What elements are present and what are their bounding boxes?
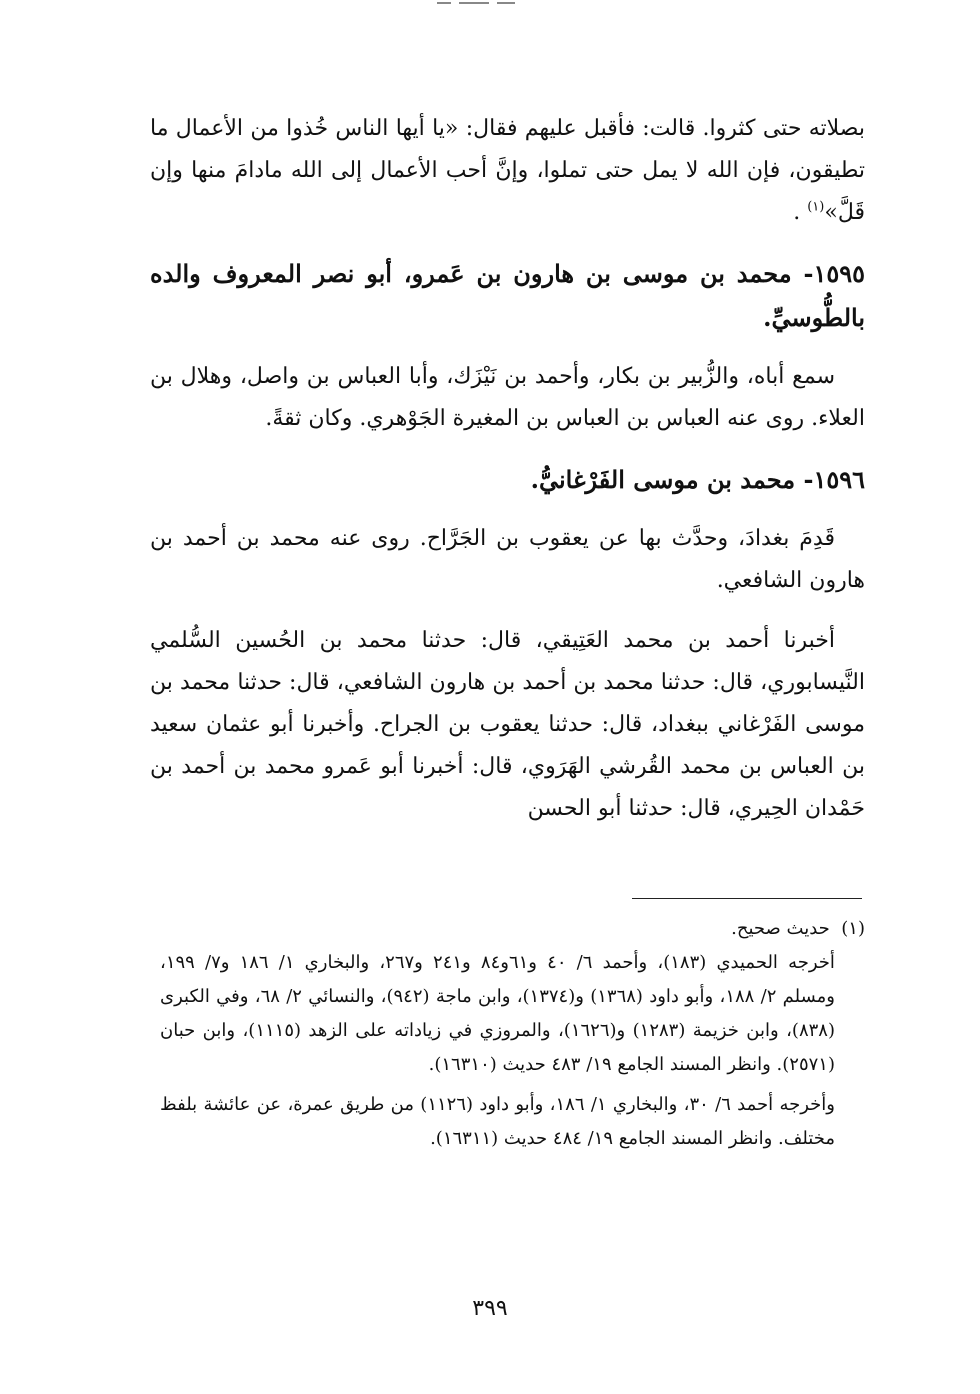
footnote-1-body-2: وأخرجه أحمد ٦/ ٣٠، والبخاري ١/ ١٨٦، وأبو داود (١١٢٦) من طريق عمرة، عن عائشة بلفظ مختلف. وانظر المسند الجامع ١٩/ ٤٨٤ حديث (١٦٣١١). <box>160 1094 835 1149</box>
entry-1595-heading <box>150 252 865 340</box>
top-scan-marks <box>385 2 515 8</box>
footnotes <box>160 912 865 1162</box>
entry-1596-body-1: قَدِمَ بغدادَ، وحدَّث بها عن يعقوب بن الجَرَّاح. روى عنه محمد بن أحمد بن هارون الشافعي. <box>150 526 865 593</box>
footnote-1-heading <box>160 912 865 946</box>
continuation-end: . <box>793 200 808 225</box>
entry-1595-number: ١٥٩٥- <box>803 259 866 288</box>
entry-1596-number: ١٥٩٦- <box>803 465 865 494</box>
footnote-1-body-1: أخرجه الحميدي (١٨٣)، وأحمد ٦/ ٤٠ و٦١و٨٤ و٢٤١ و٢٦٧، والبخاري ١/ ١٨٦ و٧/ ١٩٩، ومسلم ٢/ ١٨٨، وأبو داود (١٣٦٨) و(١٣٧٤)، وابن ماجة (٩٤٢)، والنسائي ٢/ ٦٨، وفي الكبرى (٨٣٨)، وابن خزيمة (١٢٨٣) و(١٦٢٦)، والمروزي في زياداته على الزهد (١١١٥)، وابن حبان (٢٥٧١). وانظر المسند الجامع ١٩/ ٤٨٣ حديث (١٦٣١٠). <box>160 952 835 1075</box>
footnote-1-label: (١) <box>841 918 865 939</box>
entry-1595-body: سمع أباه، والزُّبير بن بكار، وأحمد بن نَيْزَك، وأبا العباس بن واصل، وهلال بن العلاء. روى عنه العباس بن العباس بن المغيرة الجَوْهري. وكان ثقةً. <box>150 364 865 431</box>
continuation-paragraph <box>150 108 865 234</box>
entry-1596-heading <box>150 458 865 502</box>
main-text <box>150 108 865 848</box>
footnote-reference[interactable]: (١) <box>807 199 825 215</box>
entry-1596-body-2: أخبرنا أحمد بن محمد العَتِيقي، قال: حدثنا محمد بن الحُسين السُّلمي النَّيسابوري، قال: حدثنا محمد بن أحمد بن هارون الشافعي، قال: حدثنا محمد بن موسى الفَرْغاني ببغداد، قال: حدثنا يعقوب بن الجراح. وأخبرنا أبو عثمان سعيد بن العباس بن محمد القُرشي الهَرَوي، قال: أخبرنا أبو عَمرو محمد بن أحمد بن حَمْدان الحِيري، قال: حدثنا أبو الحسن <box>150 628 865 821</box>
entry-1595-title: محمد بن موسى بن هارون بن عَمرو، أبو نصر المعروف والده بالطُّوسيِّ. <box>150 259 865 332</box>
page-number: ٣٩٩ <box>472 1296 508 1321</box>
footnote-divider <box>632 898 862 899</box>
continuation-text: بصلاته حتى كثروا. قالت: فأقبل عليهم فقال: «يا أيها الناس خُذوا من الأعمال ما تطيقون، فإن الله لا يمل حتى تملوا، وإنَّ أحب الأعمال إلى الله مادامَ منها وإن قَلَّ» <box>150 116 865 225</box>
entry-1596-title: محمد بن موسى الفَرْغانيُّ. <box>530 465 804 494</box>
footnote-1-head-text: حديث صحيح. <box>731 918 830 939</box>
